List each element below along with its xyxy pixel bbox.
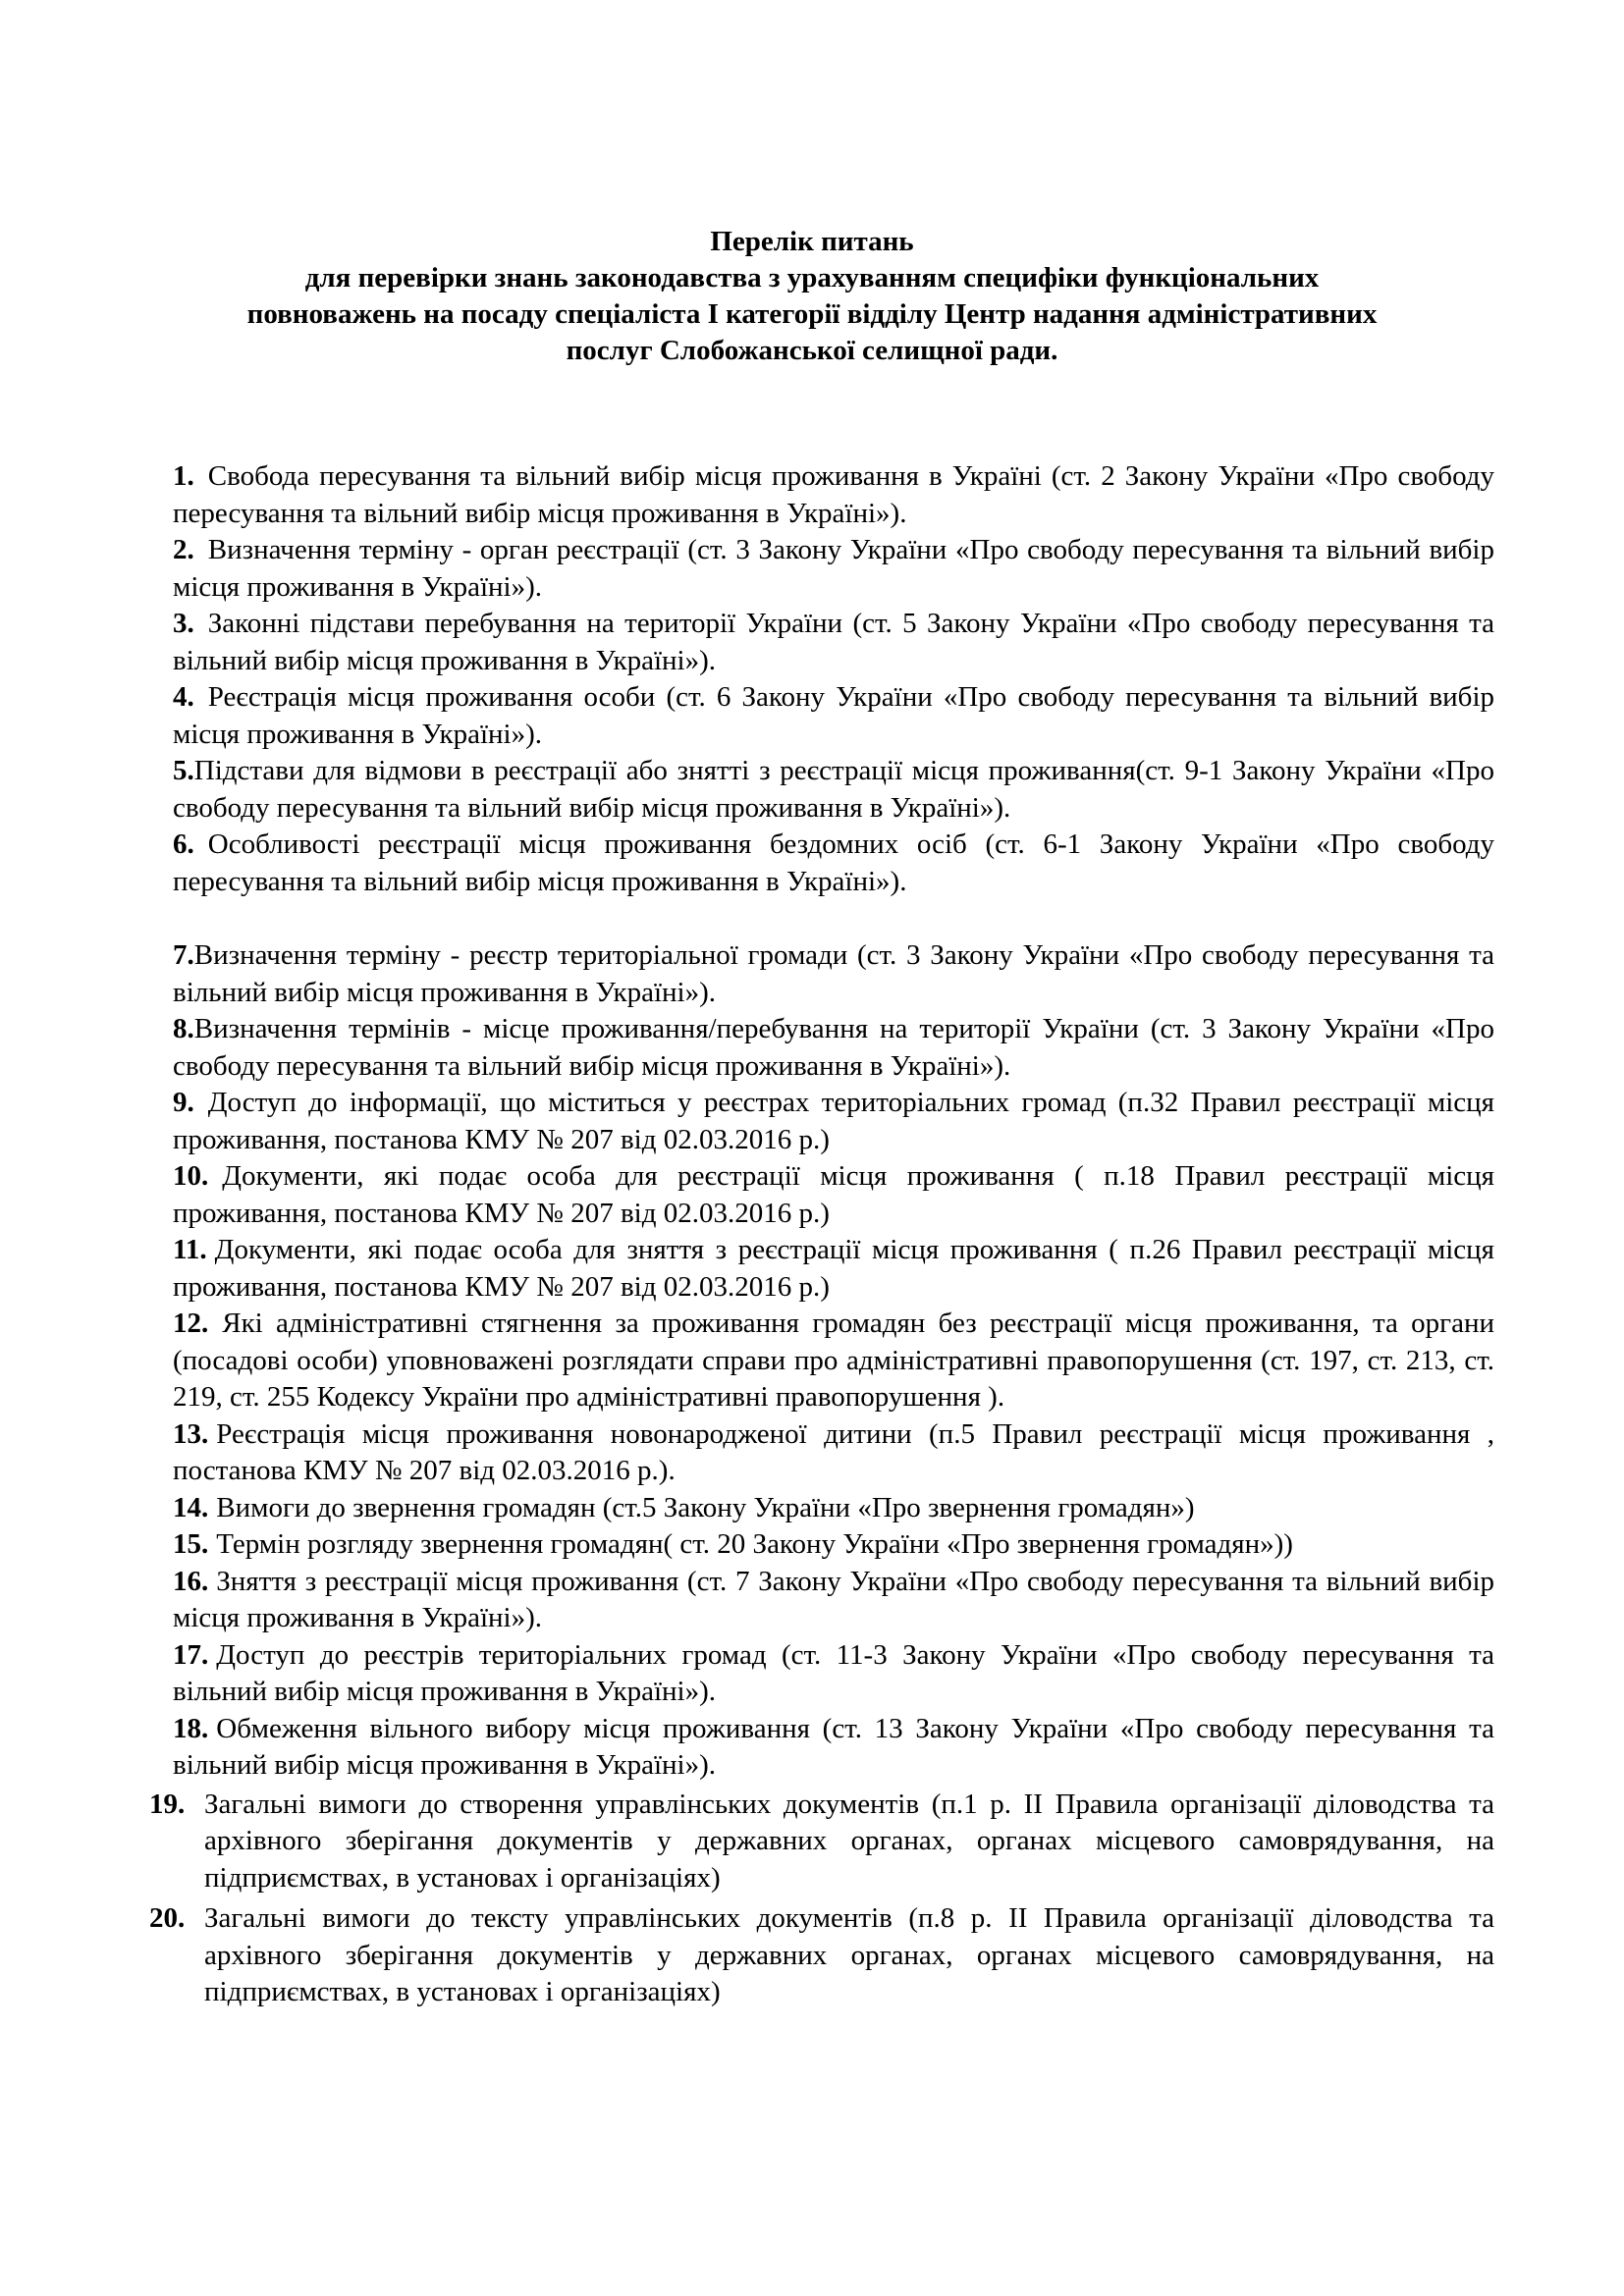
item-text: Свобода пересування та вільний вибір місця проживання в Україні (ст. 2 Закону України «Про свободу пересування та вільний вибір місця проживання в Україні»). (173, 460, 1494, 529)
item-number: 17. (173, 1638, 209, 1671)
item-number: 3. (173, 608, 194, 639)
list-item (149, 1900, 1494, 2011)
item-number: 6. (173, 828, 194, 860)
list-item (173, 753, 1494, 827)
list-item (173, 679, 1494, 753)
list-item (173, 1564, 1494, 1637)
item-number: 10. (173, 1160, 209, 1192)
item-number: 11. (173, 1234, 207, 1265)
list-item (173, 458, 1494, 532)
item-number: 8. (173, 1013, 194, 1044)
list-item (173, 1526, 1494, 1564)
title-line-1: Перелік питань (710, 226, 914, 257)
item-number: 9. (173, 1087, 194, 1118)
list-item (173, 606, 1494, 679)
item-text: Зняття з реєстрації місця проживання (ст. 7 Закону України «Про свободу пересування та вільний вибір місця проживання в Україні»). (173, 1565, 1494, 1633)
item-text: Документи, які подає особа для зняття з реєстрації місця проживання ( п.26 Правил реєстрації місця проживання, постанова КМУ № 207 від 02.03.2016 р.) (173, 1234, 1494, 1303)
list-item (173, 937, 1494, 1011)
list-item (149, 1787, 1494, 1897)
item-text: Доступ до реєстрів територіальних громад (ст. 11-3 Закону України «Про свободу пересування та вільний вибір місця проживання в Україні»). (173, 1638, 1494, 1707)
item-number: 15. (173, 1528, 209, 1560)
item-text: Підстави для відмови в реєстрації або знятті з реєстрації місця проживання(ст. 9-1 Закону України «Про свободу пересування та вільний вибір місця проживання в Україні»). (173, 755, 1494, 824)
item-text: Документи, які подає особа для реєстрації місця проживання ( п.18 Правил реєстрації місця проживання, постанова КМУ № 207 від 02.03.2016 р.) (173, 1160, 1494, 1229)
list-item (173, 1085, 1494, 1158)
document-title (147, 224, 1477, 369)
list-item (173, 1011, 1494, 1085)
list-item (173, 1711, 1494, 1785)
item-text: Доступ до інформації, що міститься у реєстрах територіальних громад (п.32 Правил реєстрації місця проживання, постанова КМУ № 207 від 02.03.2016 р.) (173, 1087, 1494, 1155)
item-text: Термін розгляду звернення громадян( ст. 20 Закону України «Про звернення громадян»)) (216, 1528, 1293, 1560)
item-text: Загальні вимоги до створення управлінських документів (п.1 р. II Правила організації діловодства та архівного зберігання документів у державних органах, органах місцевого самоврядування, на підприємствах, в установах і організаціях) (204, 1788, 1494, 1894)
item-text: Особливості реєстрації місця проживання бездомних осіб (ст. 6-1 Закону України «Про свободу пересування та вільний вибір місця проживання в Україні»). (173, 828, 1494, 897)
list-item (173, 1416, 1494, 1490)
title-line-3: повноважень на посаду спеціаліста I категорії відділу Центр надання адміністративних (246, 298, 1378, 330)
item-text: Вимоги до звернення громадян (ст.5 Закону України «Про звернення громадян») (216, 1491, 1195, 1523)
title-line-4: послуг Слобожанської селищної ради. (566, 335, 1058, 366)
item-text: Загальні вимоги до тексту управлінських документів (п.8 р. II Правила організації діловодства та архівного зберігання документів у державних органах, органах місцевого самоврядування, на підприємствах, в установах і організаціях) (204, 1902, 1494, 2007)
item-text: Реєстрація місця проживання новонародженої дитини (п.5 Правил реєстрації місця проживання , постанова КМУ № 207 від 02.03.2016 р.). (173, 1417, 1494, 1486)
list-item (173, 1306, 1494, 1416)
item-text: Реєстрація місця проживання особи (ст. 6 Закону України «Про свободу пересування та вільний вибір місця проживання в Україні»). (173, 681, 1494, 750)
item-text: Обмеження вільного вибору місця проживання (ст. 13 Закону України «Про свободу пересування та вільний вибір місця проживання в Україні»). (173, 1712, 1494, 1781)
item-number: 19. (149, 1788, 186, 1820)
item-number: 18. (173, 1712, 209, 1744)
item-number: 20. (149, 1902, 186, 1934)
list-item (173, 532, 1494, 606)
list-item (173, 1637, 1494, 1711)
item-number: 7. (173, 939, 194, 971)
item-number: 16. (173, 1565, 209, 1597)
item-number: 4. (173, 681, 194, 713)
item-number: 12. (173, 1308, 209, 1339)
list-item (173, 1232, 1494, 1306)
item-text: Які адміністративні стягнення за проживання громадян без реєстрації місця проживання, та органи (посадові особи) уповноважені розглядати справи про адміністративні правопорушення (ст. 197, ст. 213, ст. 219, ст. 255 Кодексу України про адміністративні правопорушення ). (173, 1308, 1494, 1413)
item-number: 5. (173, 755, 194, 786)
question-list (149, 458, 1494, 2011)
list-item (173, 1490, 1494, 1527)
item-number: 1. (173, 460, 194, 492)
item-number: 14. (173, 1491, 209, 1523)
item-number: 13. (173, 1417, 209, 1450)
item-text: Визначення терміну - реєстр територіальної громади (ст. 3 Закону України «Про свободу пересування та вільний вибір місця проживання в Україні»). (173, 939, 1494, 1008)
list-item (173, 827, 1494, 900)
item-number: 2. (173, 534, 194, 565)
item-text: Законні підстави перебування на території України (ст. 5 Закону України «Про свободу пересування та вільний вибір місця проживання в Україні»). (173, 608, 1494, 676)
title-line-2: для перевірки знань законодавства з урахуванням специфіки функціональних (304, 262, 1320, 294)
item-text: Визначення терміну - орган реєстрації (ст. 3 Закону України «Про свободу пересування та вільний вибір місця проживання в Україні»). (173, 534, 1494, 603)
spacer (173, 900, 1494, 937)
list-item (173, 1158, 1494, 1232)
item-text: Визначення термінів - місце проживання/перебування на території України (ст. 3 Закону України «Про свободу пересування та вільний вибір місця проживання в Україні»). (173, 1013, 1494, 1082)
